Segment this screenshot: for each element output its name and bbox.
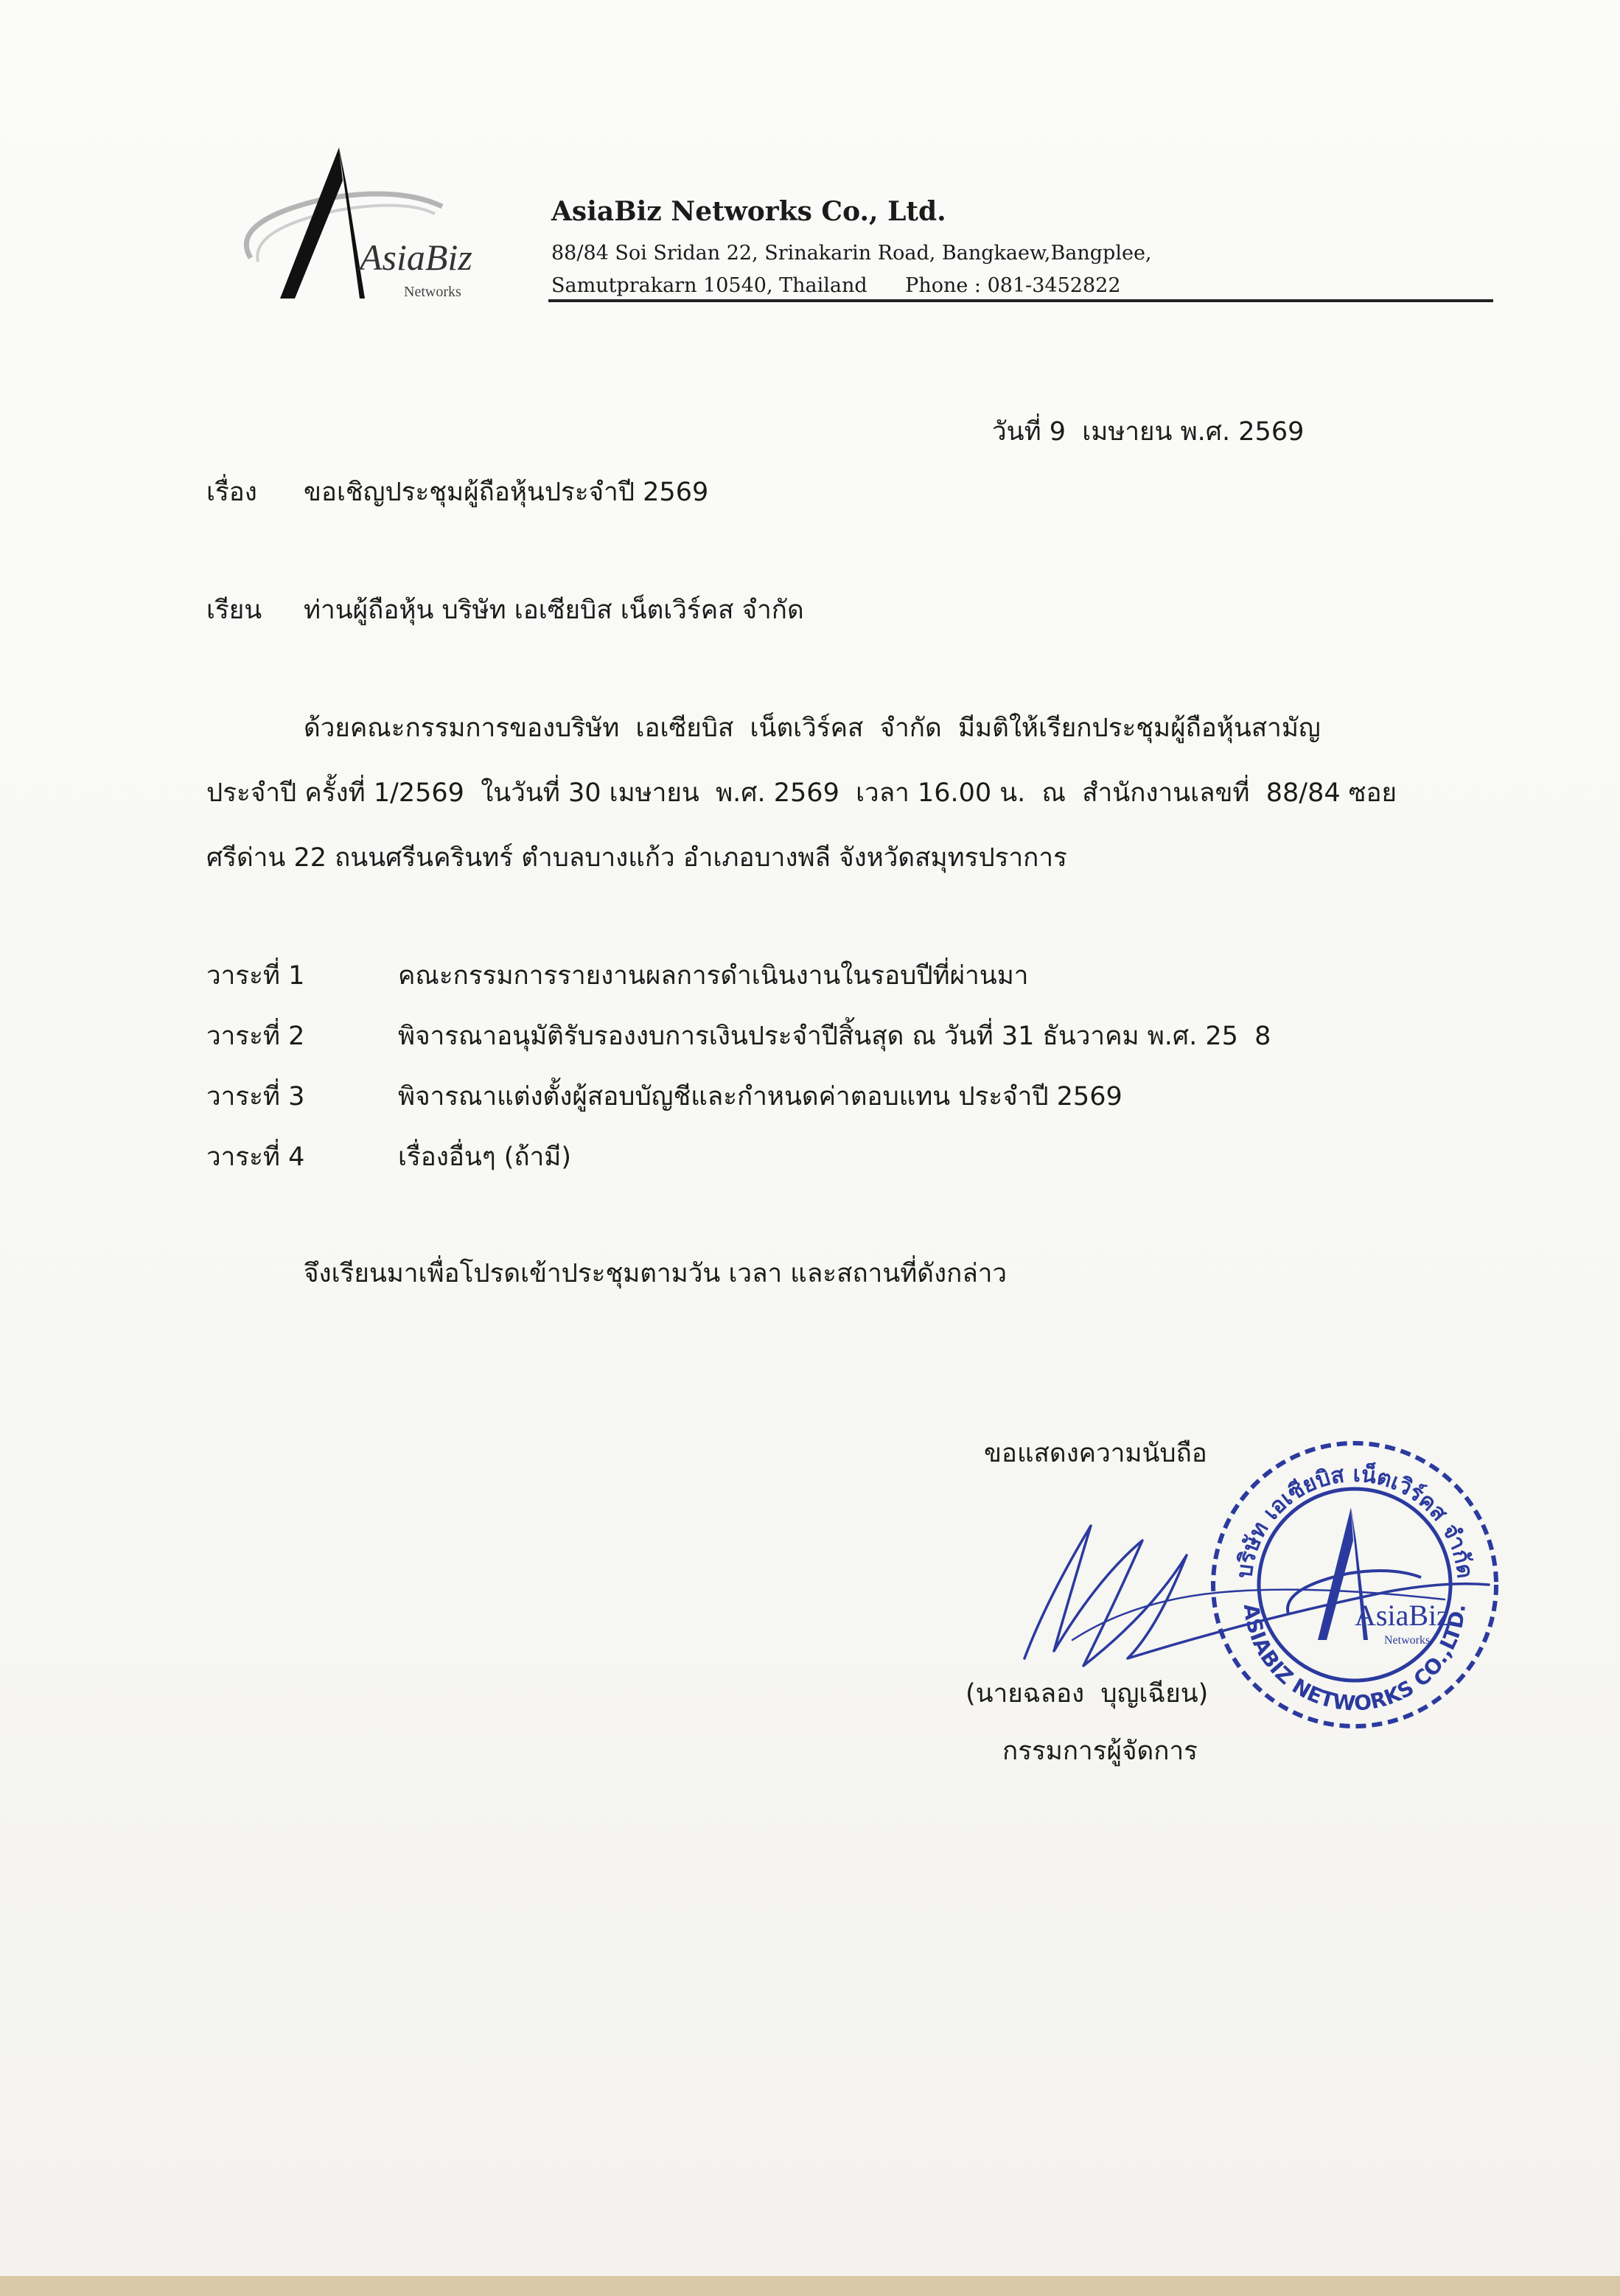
subject-text: ขอเชิญประชุมผู้ถือหุ้นประจำปี 2569 (304, 478, 709, 507)
company-seal (1200, 1430, 1509, 1740)
logo-text: AsiaBiz (360, 237, 472, 278)
seal-text-top: บริษัท เอเซียบิส เน็ตเวิร์คส จำกัด (1232, 1461, 1478, 1580)
agenda-label-2: วาระที่ 2 (206, 1022, 305, 1051)
page-edge (0, 2276, 1620, 2296)
logo-subtext: Networks (404, 284, 461, 300)
agenda-text-4: เรื่องอื่นๆ (ถ้ามี) (398, 1142, 571, 1172)
recipient-label: เรียน (206, 596, 262, 625)
agenda-text-1: คณะกรรมการรายงานผลการดำเนินงานในรอบปีที่ผ่านมา (398, 961, 1029, 991)
seal-text-bottom: ASIABIZ NETWORKS CO.,LTD. (1238, 1602, 1470, 1716)
company-address (551, 237, 1152, 302)
body-line-2: ประจำปี ครั้งที่ 1/2569 ในวันที่ 30 เมษายน พ.ศ. 2569 เวลา 16.00 น. ณ สำนักงานเลขที่ 88/84 ซอย (206, 778, 1397, 808)
closing-text: จึงเรียนมาเพื่อโปรดเข้าประชุมตามวัน เวลา และสถานที่ดังกล่าว (304, 1259, 1008, 1288)
subject-label: เรื่อง (206, 478, 257, 507)
agenda-text-3: พิจารณาแต่งตั้งผู้สอบบัญชีและกำหนดค่าตอบแทน ประจำปี 2569 (398, 1082, 1123, 1112)
agenda-text-2: พิจารณาอนุมัติรับรองงบการเงินประจำปีสิ้นสุด ณ วันที่ 31 ธันวาคม พ.ศ. 25 8 (398, 1022, 1271, 1051)
seal-center-subtext: Networks (1384, 1634, 1431, 1647)
seal-center-text: AsiaBiz (1355, 1599, 1450, 1632)
body-line-1: ด้วยคณะกรรมการของบริษัท เอเซียบิส เน็ตเวิร์คส จำกัด มีมติให้เรียกประชุมผู้ถือหุ้นสามัญ (304, 713, 1321, 743)
svg-text:บริษัท เอเซียบิส เน็ตเวิร์คส จ (1232, 1460, 1478, 1580)
company-logo (236, 140, 486, 310)
sign-off: ขอแสดงความนับถือ (984, 1439, 1207, 1468)
company-name: AsiaBiz Networks Co., Ltd. (551, 196, 946, 227)
signer-name: (นายฉลอง บุญเฉียน) (966, 1679, 1209, 1709)
address-line-1: 88/84 Soi Sridan 22, Srinakarin Road, Bangkaew,Bangplee, (551, 242, 1152, 265)
agenda-label-4: วาระที่ 4 (206, 1142, 305, 1172)
header-divider (548, 299, 1493, 302)
agenda-label-1: วาระที่ 1 (206, 961, 305, 991)
recipient-text: ท่านผู้ถือหุ้น บริษัท เอเซียบิส เน็ตเวิร์คส จำกัด (304, 596, 804, 625)
date-line: วันที่ 9 เมษายน พ.ศ. 2569 (992, 417, 1305, 447)
signer-title: กรรมการผู้จัดการ (1002, 1737, 1198, 1766)
body-line-3: ศรีด่าน 22 ถนนศรีนครินทร์ ตำบลบางแก้ว อำเภอบางพลี จังหวัดสมุทรปราการ (206, 843, 1067, 873)
address-line-2: Samutprakarn 10540, Thailand Phone : 081-3452822 (551, 274, 1121, 297)
agenda-label-3: วาระที่ 3 (206, 1082, 305, 1112)
